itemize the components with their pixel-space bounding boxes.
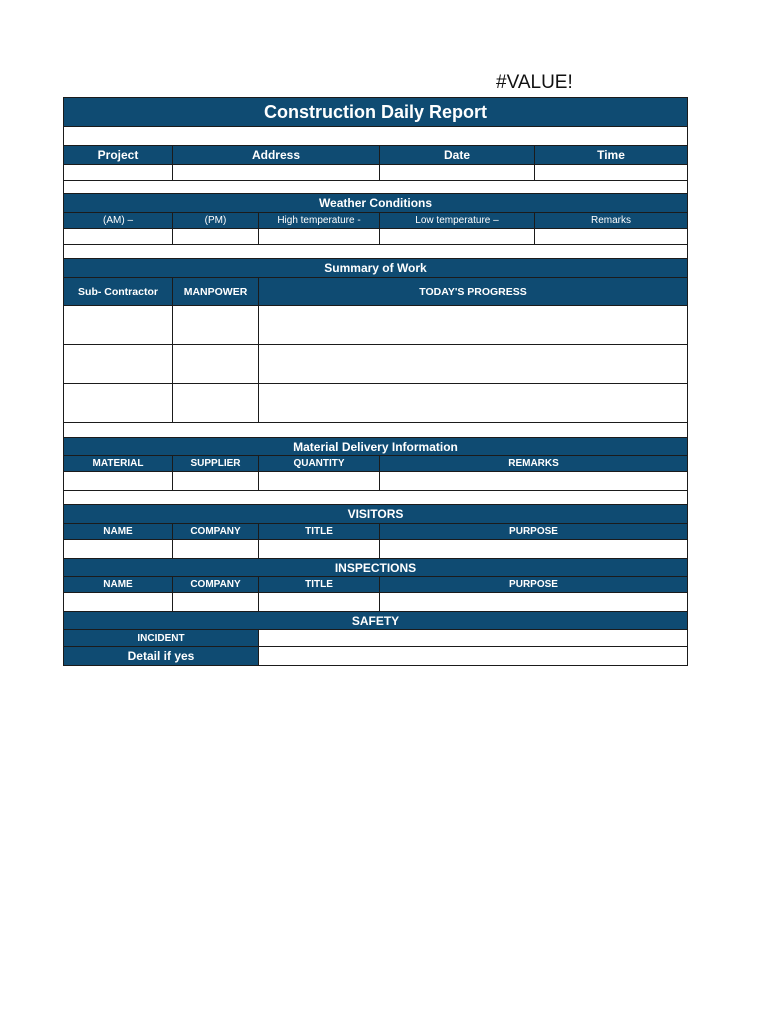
spacer-row: [64, 127, 687, 146]
inspection-company-header: COMPANY: [173, 577, 259, 592]
inspection-purpose-header: PURPOSE: [380, 577, 687, 592]
summary-header-row: [64, 278, 687, 306]
weather-remarks-header: Remarks: [535, 213, 687, 228]
spacer-row: [64, 491, 687, 505]
progress-header: TODAY'S PROGRESS: [259, 278, 687, 305]
summary-row: [64, 345, 687, 384]
inspections-input-row: [64, 593, 687, 612]
visitor-name-field[interactable]: [64, 540, 173, 558]
low-temp-header: Low temperature –: [380, 213, 535, 228]
material-section-title: Material Delivery Information: [64, 438, 687, 456]
high-temp-header: High temperature -: [259, 213, 380, 228]
summary-row: [64, 306, 687, 345]
material-header-row: [64, 456, 687, 472]
detail-row: [64, 647, 687, 665]
visitors-section-title: VISITORS: [64, 505, 687, 524]
material-remarks-field[interactable]: [380, 472, 687, 490]
high-temp-field[interactable]: [259, 229, 380, 244]
visitors-input-row: [64, 540, 687, 559]
summary-section-title: Summary of Work: [64, 259, 687, 278]
material-field[interactable]: [64, 472, 173, 490]
incident-label: INCIDENT: [64, 630, 259, 646]
incident-field[interactable]: [259, 630, 687, 646]
inspection-purpose-field[interactable]: [380, 593, 687, 611]
address-header: Address: [173, 146, 380, 164]
spacer-row: [64, 181, 687, 194]
detail-label: Detail if yes: [64, 647, 259, 665]
inspection-company-field[interactable]: [173, 593, 259, 611]
address-field[interactable]: [173, 165, 380, 180]
subcontractor-field[interactable]: [64, 384, 173, 422]
inspections-section-title: INSPECTIONS: [64, 559, 687, 577]
subcontractor-field[interactable]: [64, 306, 173, 344]
inspection-name-field[interactable]: [64, 593, 173, 611]
inspection-title-field[interactable]: [259, 593, 380, 611]
manpower-field[interactable]: [173, 384, 259, 422]
daily-report-table: [63, 97, 688, 666]
weather-remarks-field[interactable]: [535, 229, 687, 244]
info-header-row: [64, 146, 687, 165]
visitor-company-field[interactable]: [173, 540, 259, 558]
inspections-header-row: [64, 577, 687, 593]
spacer-row: [64, 423, 687, 438]
time-field[interactable]: [535, 165, 687, 180]
quantity-header: QUANTITY: [259, 456, 380, 471]
inspection-name-header: NAME: [64, 577, 173, 592]
visitor-title-header: TITLE: [259, 524, 380, 539]
error-value-cell: #VALUE!: [496, 72, 573, 93]
weather-header-row: [64, 213, 687, 229]
inspection-title-header: TITLE: [259, 577, 380, 592]
project-header: Project: [64, 146, 173, 164]
weather-section-title: Weather Conditions: [64, 194, 687, 213]
safety-section-title: SAFETY: [64, 612, 687, 630]
date-field[interactable]: [380, 165, 535, 180]
manpower-field[interactable]: [173, 345, 259, 383]
spacer-row: [64, 245, 687, 259]
pm-field[interactable]: [173, 229, 259, 244]
info-input-row: [64, 165, 687, 181]
material-header: MATERIAL: [64, 456, 173, 471]
progress-field[interactable]: [259, 384, 687, 422]
am-header: (AM) –: [64, 213, 173, 228]
quantity-field[interactable]: [259, 472, 380, 490]
supplier-field[interactable]: [173, 472, 259, 490]
progress-field[interactable]: [259, 345, 687, 383]
visitor-purpose-field[interactable]: [380, 540, 687, 558]
am-field[interactable]: [64, 229, 173, 244]
progress-field[interactable]: [259, 306, 687, 344]
date-header: Date: [380, 146, 535, 164]
weather-input-row: [64, 229, 687, 245]
subcontractor-header: Sub- Contractor: [64, 278, 173, 305]
report-title: Construction Daily Report: [64, 98, 687, 127]
material-input-row: [64, 472, 687, 491]
visitor-name-header: NAME: [64, 524, 173, 539]
pm-header: (PM): [173, 213, 259, 228]
subcontractor-field[interactable]: [64, 345, 173, 383]
visitors-header-row: [64, 524, 687, 540]
visitor-purpose-header: PURPOSE: [380, 524, 687, 539]
low-temp-field[interactable]: [380, 229, 535, 244]
time-header: Time: [535, 146, 687, 164]
summary-row: [64, 384, 687, 423]
detail-field[interactable]: [259, 647, 687, 665]
project-field[interactable]: [64, 165, 173, 180]
supplier-header: SUPPLIER: [173, 456, 259, 471]
visitor-title-field[interactable]: [259, 540, 380, 558]
material-remarks-header: REMARKS: [380, 456, 687, 471]
visitor-company-header: COMPANY: [173, 524, 259, 539]
manpower-field[interactable]: [173, 306, 259, 344]
incident-row: [64, 630, 687, 647]
manpower-header: MANPOWER: [173, 278, 259, 305]
